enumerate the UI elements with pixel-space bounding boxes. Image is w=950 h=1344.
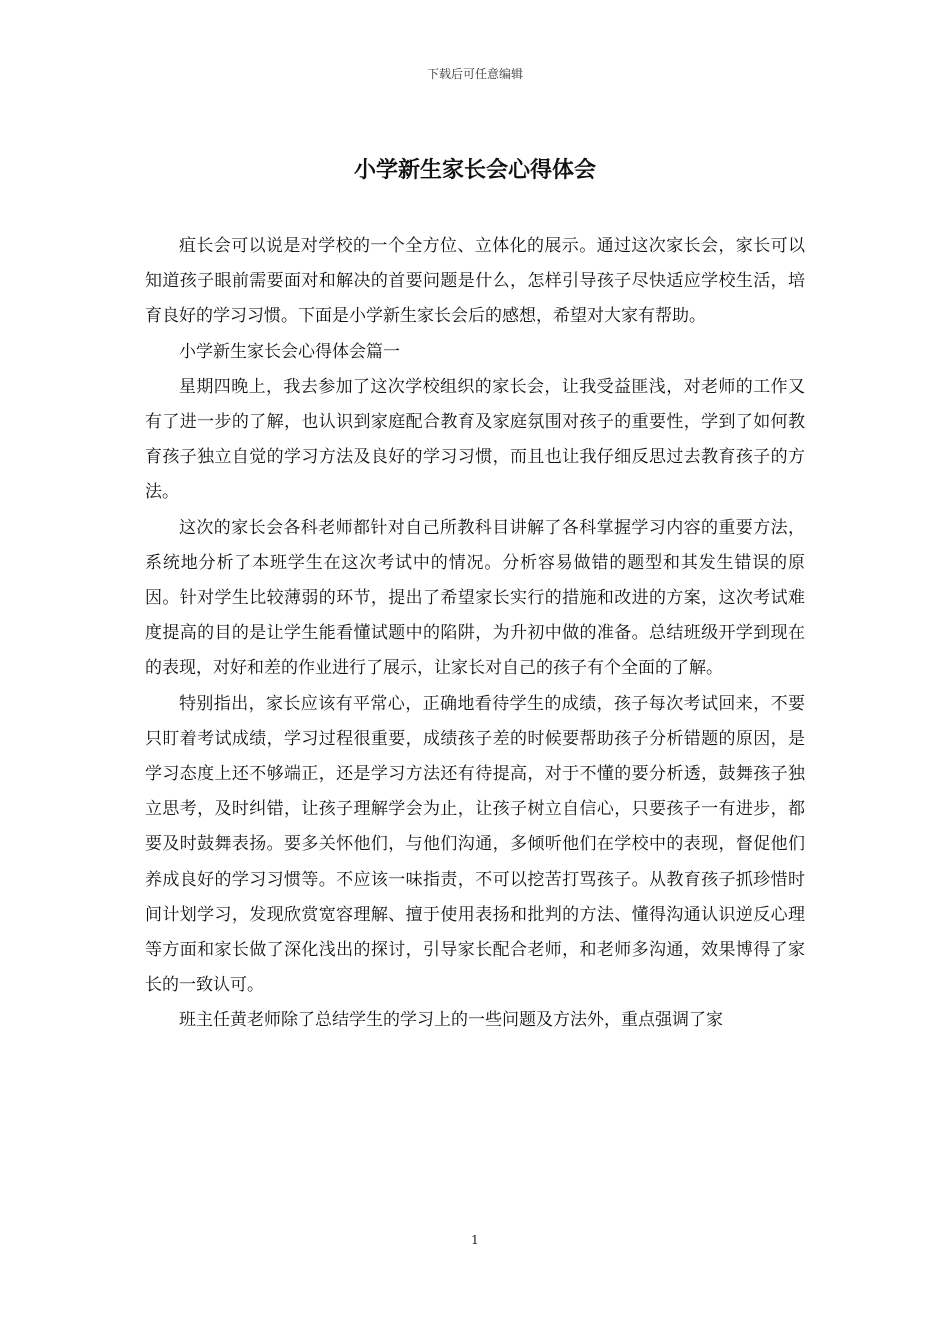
document-title: 小学新生家长会心得体会 — [353, 157, 596, 183]
paragraph: 星期四晚上，我去参加了这次学校组织的家长会，让我受益匪浅，对老师的工作又有了进一步的了解，也认识到家庭配合教育及家庭氛围对孩子的重要性，学到了如何教育孩子独立自觉的学习方法及良好的学习习惯，而且也让我仔细反思过去教育孩子的方法。 — [145, 376, 805, 503]
paragraph: 班主任黄老师除了总结学生的学习上的一些问题及方法外，重点强调了家 — [179, 1010, 723, 1031]
document-body — [145, 229, 805, 1039]
paragraph: 这次的家长会各科老师都针对自己所教科目讲解了各科掌握学习内容的重要方法，系统地分析了本班学生在这次考试中的情况。分析容易做错的题型和其发生错误的原因。针对学生比较薄弱的环节，提出了希望家长实行的措施和改进的方案，这次考试难度提高的目的是让学生能看懂试题中的陷阱，为升初中做的准备。总结班级开学到现在的表现，对好和差的作业进行了展示，让家长对自己的孩子有个全面的了解。 — [145, 517, 805, 679]
header-note: 下载后可任意编辑 — [426, 67, 523, 81]
paragraph-intro: 疽长会可以说是对学校的一个全方位、立体化的展示。通过这次家长会，家长可以知道孩子眼前需要面对和解决的首要问题是什么，怎样引导孩子尽快适应学校生活，培育良好的学习习惯。下面是小学新生家长会后的感想，希望对大家有帮助。 — [145, 236, 805, 327]
paragraph: 特别指出，家长应该有平常心，正确地看待学生的成绩，孩子每次考试回来，不要只盯着考试成绩，学习过程很重要，成绩孩子差的时候要帮助孩子分析错题的原因，是学习态度上还不够端正，还是学习方法还有待提高，对于不懂的要分析透，鼓舞孩子独立思考，及时纠错，让孩子理解学会为止，让孩子树立自信心，只要孩子一有进步，都要及时鼓舞表扬。要多关怀他们，与他们沟通，多倾听他们在学校中的表现，督促他们养成良好的学习习惯等。不应该一味指责，不可以挖苦打骂孩子。从教育孩子抓珍惜时间计划学习，发现欣赏宽容理解、擅于使用表扬和批判的方法、懂得沟通认识逆反心理等方面和家长做了深化浅出的探讨，引导家长配合老师，和老师多沟通，效果博得了家长的一致认可。 — [145, 693, 805, 996]
section-heading: 小学新生家长会心得体会篇一 — [179, 341, 400, 362]
page-number: 1 — [471, 1233, 479, 1247]
